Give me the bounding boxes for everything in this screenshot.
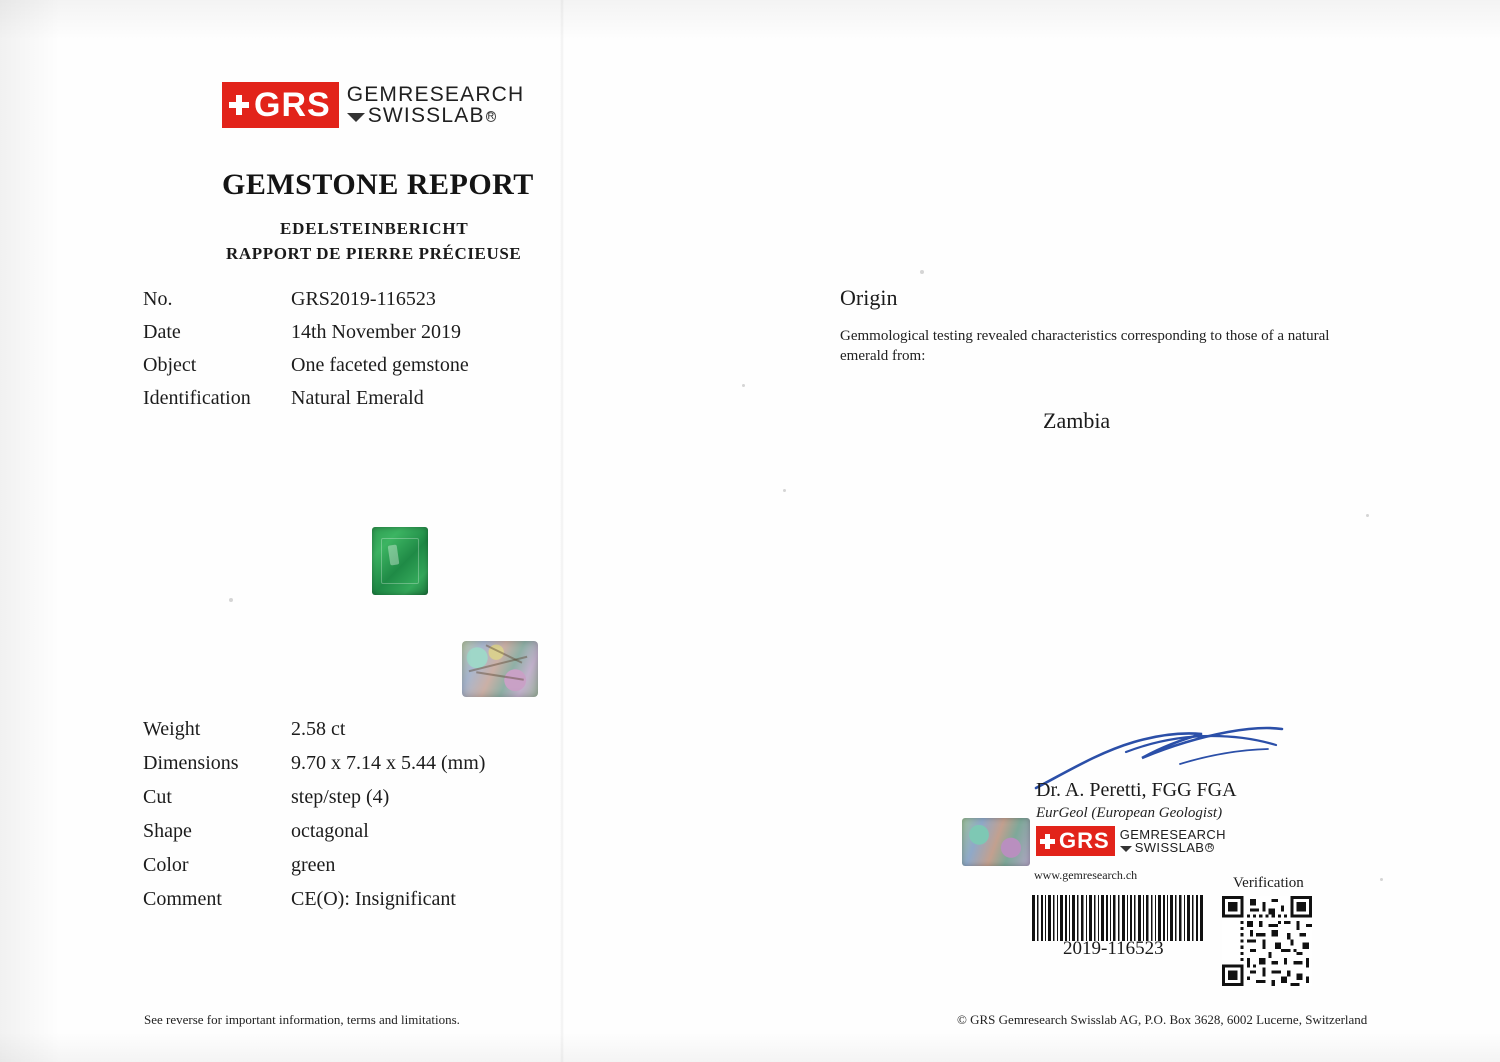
grs-logo-word-gemresearch-footer: GEMRESEARCH bbox=[1119, 827, 1226, 842]
barcode-number: 2019-116523 bbox=[1063, 938, 1164, 959]
field-label: No. bbox=[143, 288, 173, 310]
signatory-role: EurGeol (European Geologist) bbox=[1036, 805, 1223, 821]
grs-logo-wordmark bbox=[347, 82, 525, 127]
report-fields bbox=[143, 288, 563, 420]
page-title: GEMSTONE REPORT bbox=[222, 168, 534, 201]
field-value: CE(O): Insignificant bbox=[291, 888, 456, 910]
verification-label: Verification bbox=[1233, 875, 1304, 891]
field-label: Dimensions bbox=[143, 752, 239, 774]
grs-logo-footer bbox=[1036, 826, 1226, 856]
grs-logo-badge bbox=[222, 82, 339, 128]
footer-disclaimer: See reverse for important information, terms and limitations. bbox=[144, 1012, 460, 1027]
scan-speck bbox=[742, 384, 745, 387]
field-value: green bbox=[291, 854, 336, 876]
field-value: GRS2019-116523 bbox=[291, 288, 436, 310]
scan-edge-shadow-top bbox=[0, 0, 1500, 40]
field-value: 14th November 2019 bbox=[291, 321, 461, 343]
field-row bbox=[143, 854, 583, 888]
field-label: Object bbox=[143, 354, 197, 376]
website-url[interactable]: www.gemresearch.ch bbox=[1034, 868, 1138, 882]
inclusion-streak bbox=[469, 656, 528, 672]
field-label: Color bbox=[143, 854, 189, 876]
grs-logo bbox=[222, 82, 524, 128]
field-label: Identification bbox=[143, 387, 251, 409]
qr-code[interactable] bbox=[1222, 896, 1312, 986]
origin-country: Zambia bbox=[1043, 408, 1111, 433]
scan-speck bbox=[920, 270, 924, 274]
field-row bbox=[143, 786, 583, 820]
diamond-icon bbox=[347, 113, 365, 122]
field-row bbox=[143, 820, 583, 854]
inclusion-photomicrograph bbox=[462, 641, 538, 697]
page-title-french: RAPPORT DE PIERRE PRÉCIEUSE bbox=[226, 244, 522, 263]
field-value: Natural Emerald bbox=[291, 387, 424, 409]
field-label: Comment bbox=[143, 888, 222, 910]
inclusion-thumbnail bbox=[962, 818, 1030, 866]
barcode bbox=[1030, 895, 1206, 941]
swiss-cross-icon bbox=[228, 94, 250, 116]
field-value: octagonal bbox=[291, 820, 369, 842]
grs-logo-badge-footer bbox=[1036, 826, 1115, 856]
scan-speck bbox=[229, 598, 233, 602]
grs-logo-mark: GRS bbox=[254, 86, 331, 124]
grs-logo-wordmark-footer bbox=[1120, 826, 1226, 855]
grs-logo-word-gemresearch: GEMRESEARCH bbox=[346, 83, 525, 106]
inclusion-streak bbox=[476, 671, 524, 680]
field-label: Date bbox=[143, 321, 181, 343]
field-value: 9.70 x 7.14 x 5.44 (mm) bbox=[291, 752, 486, 774]
field-row bbox=[143, 354, 563, 387]
field-label: Cut bbox=[143, 786, 172, 808]
gemstone-facet-highlight bbox=[388, 544, 400, 565]
swiss-cross-icon bbox=[1040, 834, 1055, 849]
field-row bbox=[143, 288, 563, 321]
field-row bbox=[143, 321, 563, 354]
scan-speck bbox=[1366, 514, 1369, 517]
signatory-name: Dr. A. Peretti, FGG FGA bbox=[1036, 779, 1237, 801]
field-label: Shape bbox=[143, 820, 192, 842]
page-title-german: EDELSTEINBERICHT bbox=[280, 219, 469, 238]
field-row bbox=[143, 387, 563, 420]
field-row bbox=[143, 718, 583, 752]
grs-logo-mark-footer: GRS bbox=[1059, 828, 1110, 853]
scan-speck bbox=[1380, 878, 1383, 881]
scan-speck bbox=[783, 489, 786, 492]
footer-copyright: © GRS Gemresearch Swisslab AG, P.O. Box 3628, 6002 Lucerne, Switzerland bbox=[957, 1012, 1368, 1027]
registered-trademark-icon: R bbox=[487, 110, 495, 121]
field-value: One faceted gemstone bbox=[291, 354, 469, 376]
field-label: Weight bbox=[143, 718, 201, 740]
scan-edge-shadow-bottom bbox=[0, 1032, 1500, 1062]
diamond-icon bbox=[1120, 846, 1132, 852]
field-value: step/step (4) bbox=[291, 786, 390, 808]
origin-note: Gemmological testing revealed characteristics corresponding to those of a natural emerald from: bbox=[840, 328, 1330, 364]
origin-heading: Origin bbox=[840, 285, 898, 310]
scan-edge-shadow-left bbox=[0, 0, 60, 1062]
field-value: 2.58 ct bbox=[291, 718, 346, 740]
grs-logo-word-swisslab: SWISSLAB bbox=[367, 104, 485, 128]
grs-logo-word-swisslab-footer: SWISSLAB bbox=[1134, 840, 1205, 856]
gemstone-photo bbox=[372, 527, 428, 595]
field-row bbox=[143, 752, 583, 786]
registered-trademark-icon: R bbox=[1207, 844, 1213, 852]
field-row bbox=[143, 888, 583, 922]
gem-properties bbox=[143, 718, 583, 922]
